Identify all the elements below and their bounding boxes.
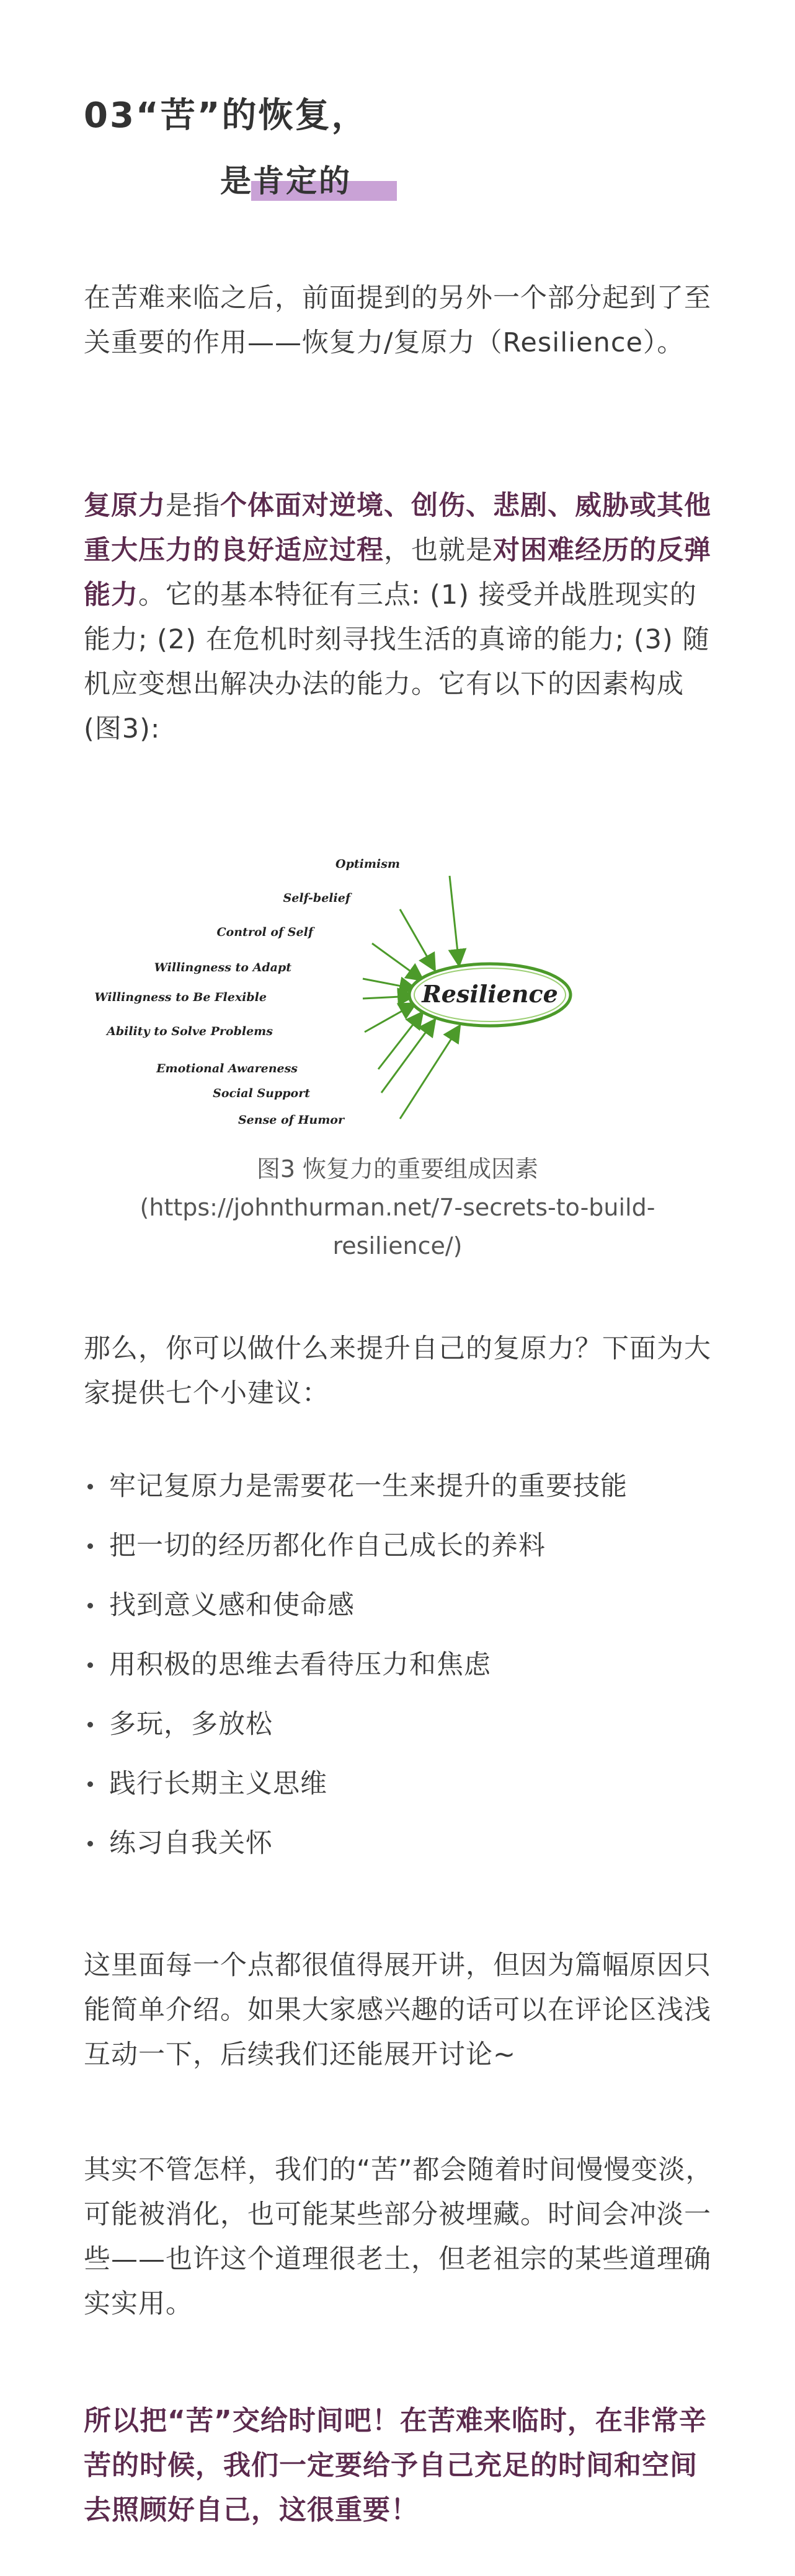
tip-text: 多玩，多放松: [109, 1709, 273, 1740]
factor-label: Optimism: [335, 857, 400, 871]
tip-text: 找到意义感和使命感: [109, 1590, 355, 1621]
definition-text-1: 是指: [166, 490, 220, 521]
bullet-dot: [87, 1484, 93, 1489]
section-title-line2: 是肯定的: [220, 163, 352, 199]
factor-label: Emotional Awareness: [156, 1062, 298, 1075]
definition-text-3: 。它的基本特征有三点: (1) 接受并战胜现实的能力; (2) 在危机时刻寻找生活的真谛的能力; (3) 随机应变想出解决办法的能力。它有以下的因素构成 (图3):: [84, 580, 710, 744]
list-item: [84, 1457, 716, 1516]
list-item: [84, 1635, 716, 1695]
resilience-center-label: Resilience: [422, 980, 558, 1008]
bullet-dot: [87, 1603, 93, 1608]
factor-arrow: [363, 996, 412, 999]
factor-arrow: [378, 1013, 422, 1069]
conclusion-paragraph: 所以把“苦”交给时间吧！在苦难来临时，在非常辛苦的时候，我们一定要给予自己充足的时间和空间去照顾好自己，这很重要！: [84, 2405, 707, 2526]
factor-arrow: [400, 909, 434, 969]
tips-list: [84, 1457, 716, 1873]
tip-text: 把一切的经历都化作自己成长的养料: [109, 1530, 546, 1561]
term-resilience: 复原力: [84, 490, 166, 521]
factor-label: Self-belief: [283, 891, 350, 905]
question-paragraph: 那么，你可以做什么来提升自己的复原力？下面为大家提供七个小建议：: [84, 1333, 711, 1409]
caption-line-2: (https://johnthurman.net/7-secrets-to-build-: [140, 1194, 655, 1221]
definition-bold-2: 对困难经历的反弹能力: [84, 535, 711, 611]
factor-label: Control of Self: [216, 925, 313, 939]
reflection-paragraph: 其实不管怎样，我们的“苦”都会随着时间慢慢变淡，可能被消化，也可能某些部分被埋藏。时间会冲淡一些——也许这个道理很老土，但老祖宗的某些道理确实实用。: [84, 2155, 713, 2319]
resilience-diagram-svg: [94, 840, 602, 1131]
caption-line-1: 图3 恢复力的重要组成因素: [256, 1155, 539, 1183]
bullet-dot: [87, 1543, 93, 1549]
factor-arrow: [400, 1027, 459, 1119]
factor-label: Willingness to Adapt: [154, 961, 291, 974]
intro-paragraph: 在苦难来临之后，前面提到的另外一个部分起到了至关重要的作用——恢复力/复原力（Resilience）。: [84, 283, 711, 358]
factor-arrow: [363, 979, 414, 989]
factor-label: Sense of Humor: [238, 1113, 344, 1127]
factor-arrow: [365, 1004, 414, 1032]
factor-label: Social Support: [213, 1087, 310, 1100]
factor-label: Willingness to Be Flexible: [94, 990, 267, 1004]
list-item: [84, 1754, 716, 1814]
factor-labels: [94, 857, 400, 1127]
list-item: [84, 1695, 716, 1754]
tip-text: 用积极的思维去看待压力和焦虑: [109, 1649, 491, 1680]
caption-line-3: resilience/): [332, 1232, 463, 1259]
factor-arrow: [372, 943, 422, 979]
factor-arrow: [450, 876, 459, 964]
list-item: [84, 1516, 716, 1576]
list-item: [84, 1814, 716, 1873]
list-item: [84, 1576, 716, 1635]
note-paragraph: 这里面每一个点都很值得展开讲，但因为篇幅原因只能简单介绍。如果大家感兴趣的话可以在评论区浅浅互动一下，后续我们还能展开讨论~: [84, 1950, 711, 2070]
bullet-dot: [87, 1841, 93, 1846]
bullet-dot: [87, 1781, 93, 1787]
bullet-dot: [87, 1722, 93, 1727]
resilience-diagram: [94, 840, 602, 1131]
factor-label: Ability to Solve Problems: [107, 1025, 273, 1038]
figure-caption: [87, 1150, 708, 1265]
definition-paragraph: [84, 483, 716, 751]
tip-text: 牢记复原力是需要花一生来提升的重要技能: [109, 1471, 628, 1502]
tip-text: 践行长期主义思维: [109, 1768, 327, 1799]
tip-text: 练习自我关怀: [109, 1828, 273, 1859]
bullet-dot: [87, 1662, 93, 1668]
definition-text-2: ，也就是: [384, 535, 493, 566]
definition-bold-1: 个体面对逆境、创伤、悲剧、威胁或其他重大压力的良好适应过程: [84, 490, 711, 566]
section-title-line1: 03“苦”的恢复，: [84, 95, 368, 136]
